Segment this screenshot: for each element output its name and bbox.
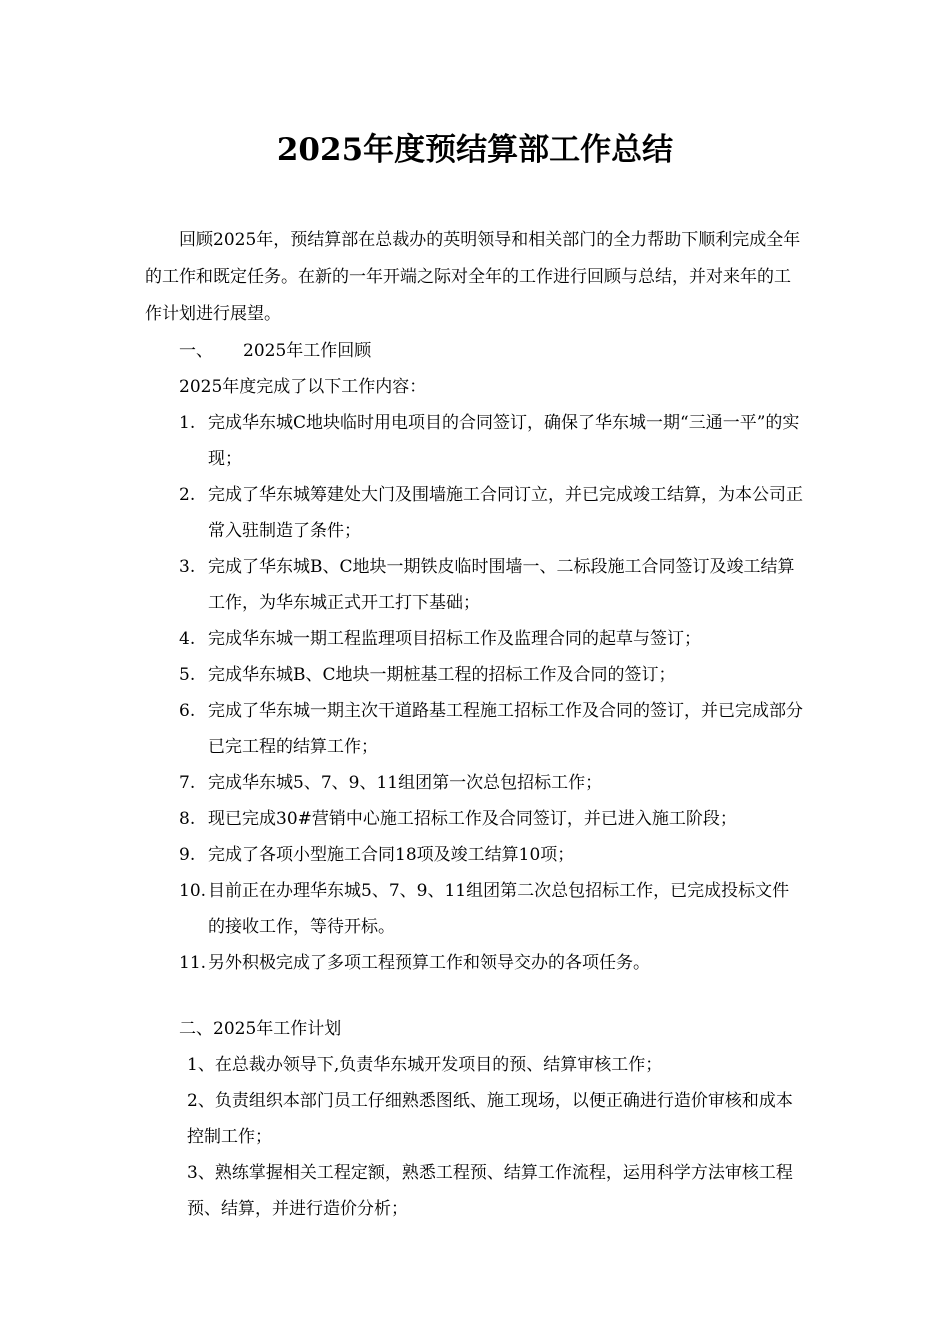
list-item-index: 2. (179, 485, 196, 505)
list-item-index: 9. (179, 845, 196, 865)
list-item (145, 693, 805, 765)
list-item-index: 10. (179, 881, 207, 901)
plan-item: 1、在总裁办领导下,负责华东城开发项目的预、结算审核工作； (187, 1055, 663, 1075)
section1-heading-text: 2025年工作回顾 (243, 341, 372, 361)
section1-number: 一、 (179, 341, 213, 361)
list-item (145, 657, 805, 693)
list-item-index: 7. (179, 773, 196, 793)
section1-heading (145, 333, 805, 369)
list-item-index: 3. (179, 557, 196, 577)
list-item-text: 完成华东城5、7、9、11组团第一次总包招标工作； (208, 773, 603, 793)
list-item-text: 完成了华东城B、C地块一期铁皮临时围墙一、二标段施工合同签订及竣工结算工作，为华东城正式开工打下基础； (208, 557, 795, 613)
list-item-text: 完成华东城一期工程监理项目招标工作及监理合同的起草与签订； (208, 629, 701, 649)
list-item-text: 完成了各项小型施工合同18项及竣工结算10项； (208, 845, 575, 865)
list-item (145, 549, 805, 621)
section1-lead: 2025年度完成了以下工作内容： (179, 377, 427, 397)
work-review-list (145, 405, 805, 981)
work-plan-list (145, 1047, 805, 1227)
list-item (145, 873, 805, 945)
list-item (145, 405, 805, 477)
list-item-index: 11. (179, 953, 207, 973)
list-item-text: 目前正在办理华东城5、7、9、11组团第二次总包招标工作，已完成投标文件的接收工作，等待开标。 (208, 881, 790, 937)
list-item (145, 765, 805, 801)
list-item-text: 现已完成30#营销中心施工招标工作及合同签订，并已进入施工阶段； (208, 809, 737, 829)
list-item (145, 477, 805, 549)
list-item (145, 801, 805, 837)
list-item-text: 完成了华东城筹建处大门及围墙施工合同订立，并已完成竣工结算，为本公司正常入驻制造了条件； (208, 485, 803, 541)
list-item-text: 另外积极完成了多项工程预算工作和领导交办的各项任务。 (208, 953, 650, 973)
intro-paragraph: 回顾2025年，预结算部在总裁办的英明领导和相关部门的全力帮助下顺利完成全年的工作和既定任务。在新的一年开端之际对全年的工作进行回顾与总结，并对来年的工作计划进行展望。 (145, 230, 801, 324)
section2-heading: 二、2025年工作计划 (179, 1019, 342, 1039)
list-item-text: 完成华东城B、C地块一期桩基工程的招标工作及合同的签订； (208, 665, 676, 685)
list-item-index: 5. (179, 665, 196, 685)
list-item-text: 完成了华东城一期主次干道路基工程施工招标工作及合同的签订，并已完成部分已完工程的结算工作； (208, 701, 803, 757)
document-title: 2025年度预结算部工作总结 (276, 132, 674, 168)
list-item-index: 6. (179, 701, 196, 721)
list-item-index: 1. (179, 413, 196, 433)
list-item-index: 8. (179, 809, 196, 829)
list-item (145, 945, 805, 981)
list-item-index: 4. (179, 629, 196, 649)
section-spacer (145, 981, 805, 1011)
plan-item: 2、负责组织本部门员工仔细熟悉图纸、施工现场，以便正确进行造价审核和成本控制工作； (187, 1091, 793, 1147)
list-item (145, 621, 805, 657)
list-item (145, 837, 805, 873)
list-item-text: 完成华东城C地块临时用电项目的合同签订，确保了华东城一期“三通一平”的实现； (208, 413, 800, 469)
plan-item: 3、熟练掌握相关工程定额，熟悉工程预、结算工作流程，运用科学方法审核工程预、结算，并进行造价分析； (187, 1163, 793, 1219)
